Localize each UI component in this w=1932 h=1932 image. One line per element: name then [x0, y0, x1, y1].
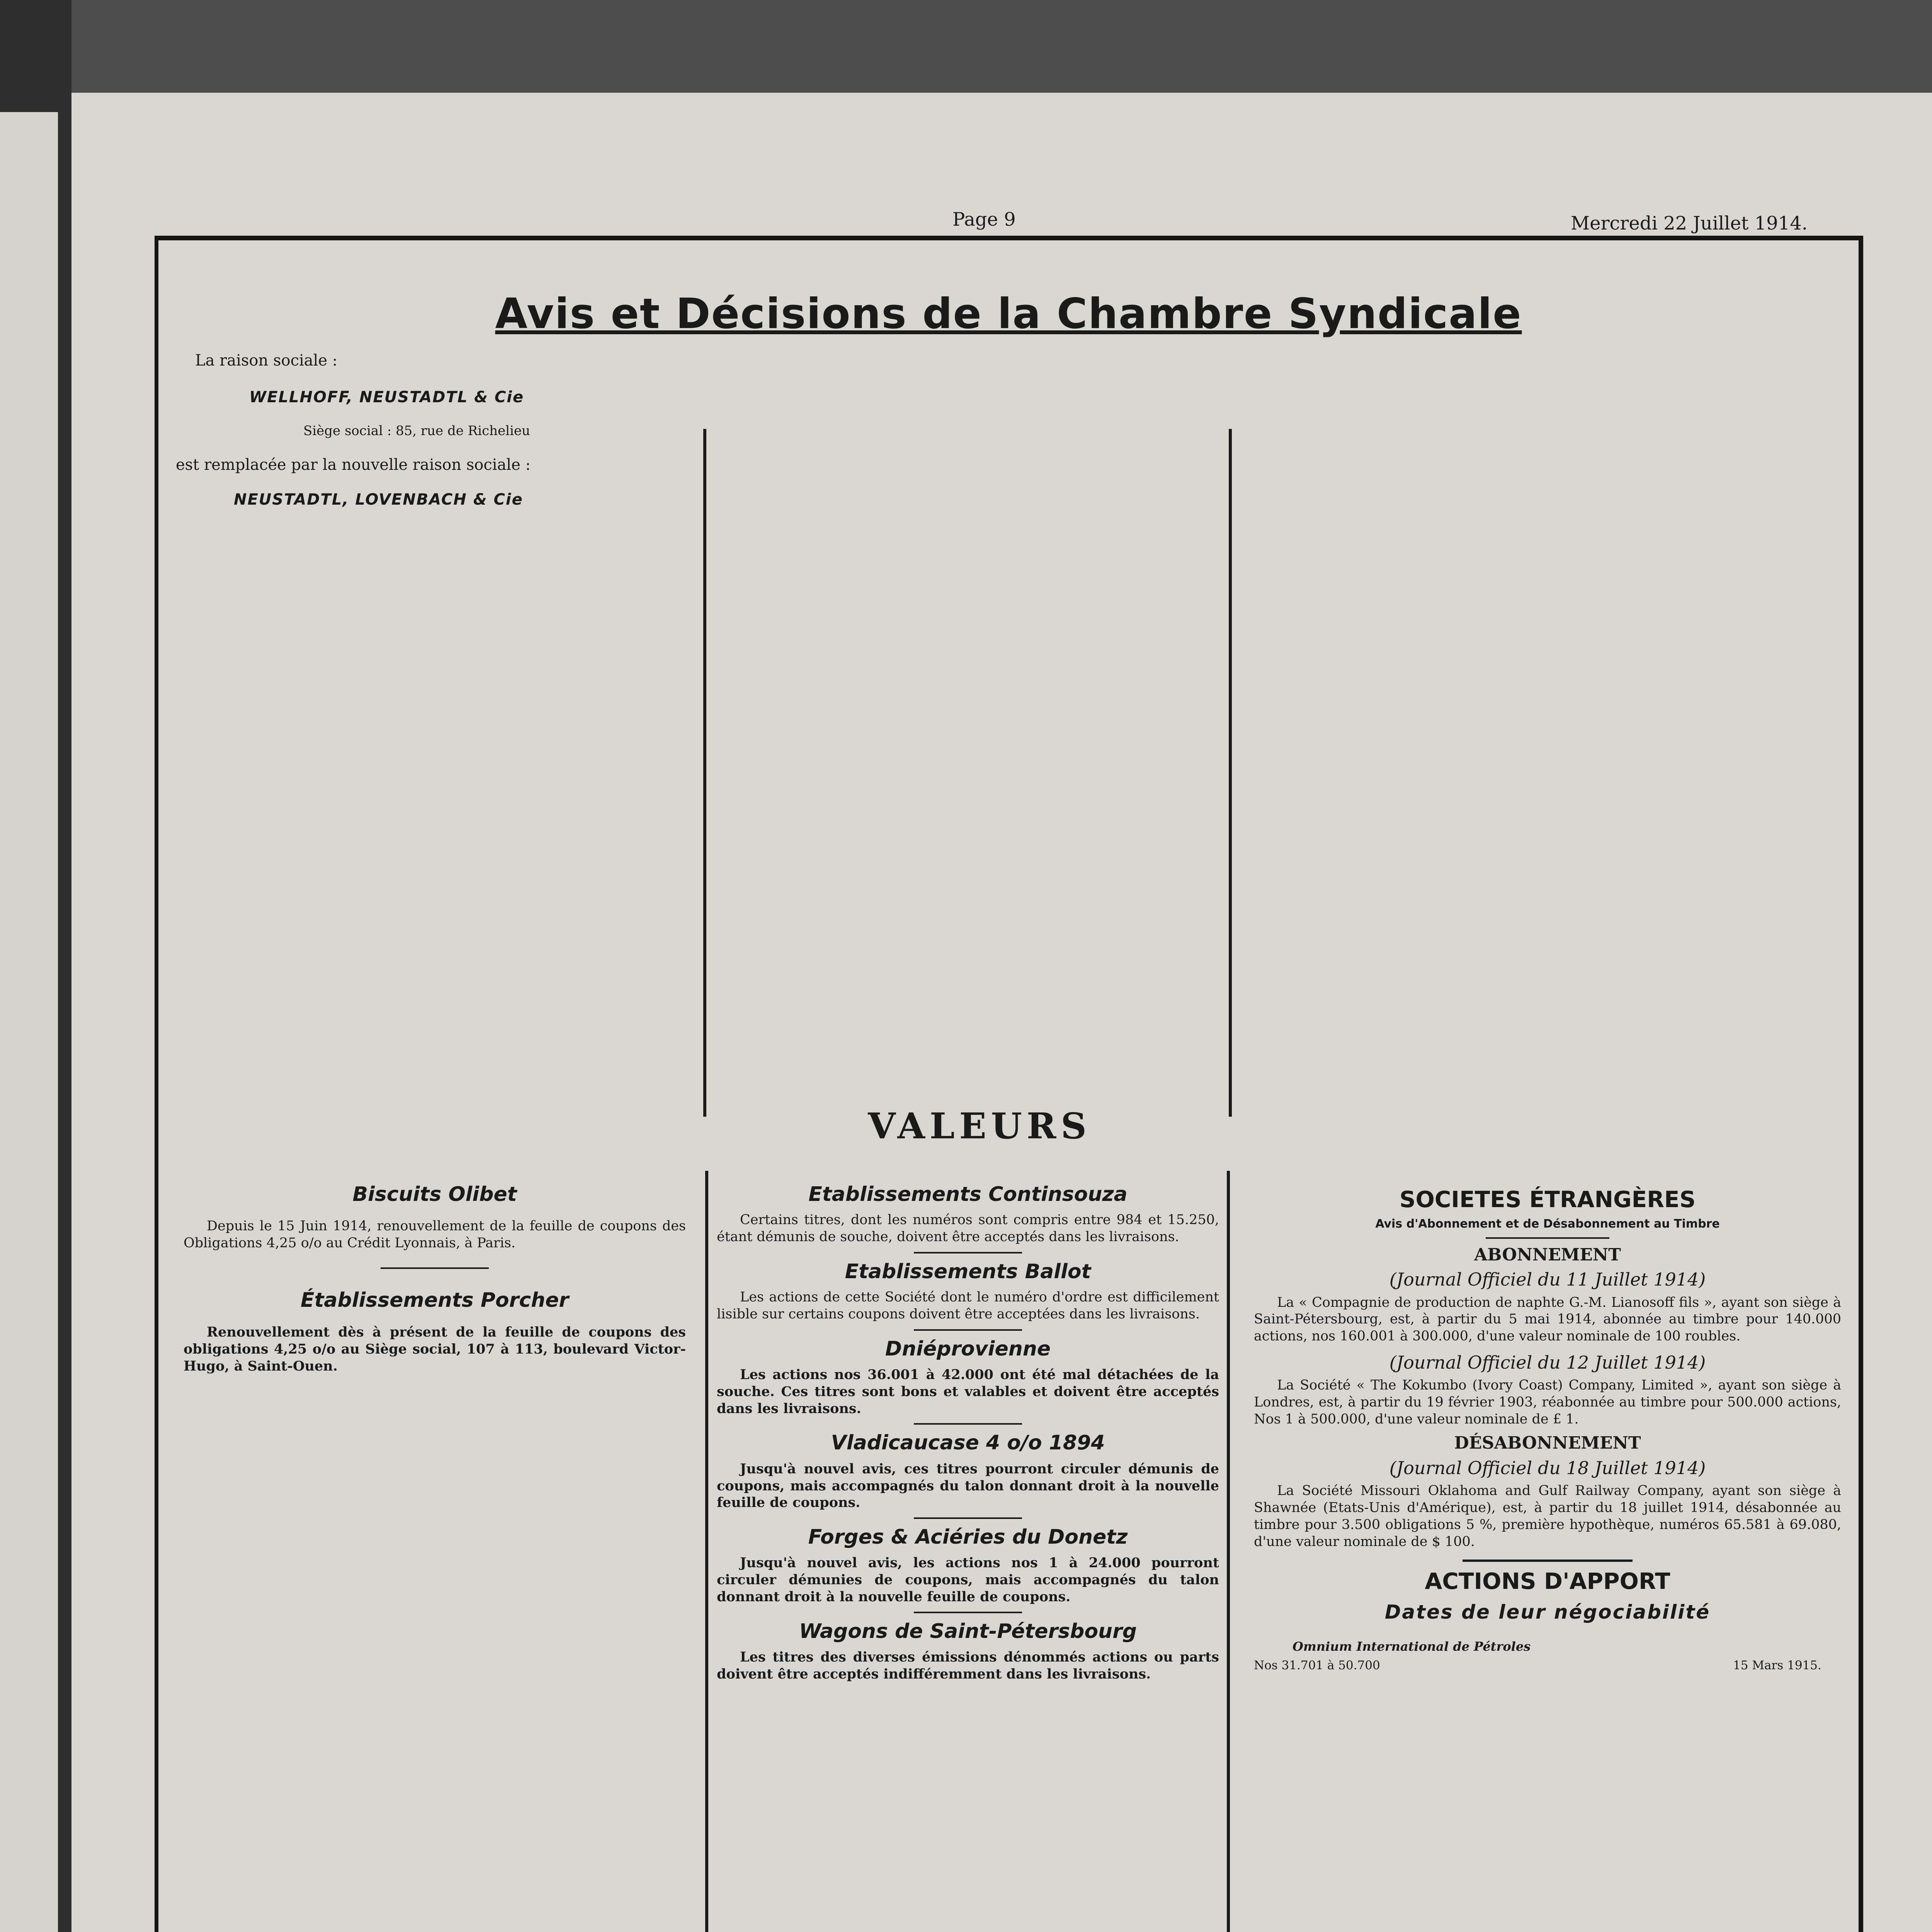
column-divider [1229, 429, 1232, 1117]
column-divider [705, 1171, 708, 1932]
issue-date: Mercredi 22 Juillet 1914. [1571, 213, 1808, 234]
notice-heading: Etablissements Continsouza [808, 1183, 1128, 1206]
column-divider [703, 429, 706, 1117]
notice-heading: Dniéprovienne [885, 1337, 1051, 1361]
left-frame-rule [155, 236, 158, 1932]
notice-text: Certains titres, dont les numéros sont compris entre 984 et 15.250, étant démunis de souche, doivent être acceptés dans les livraisons. [717, 1212, 1219, 1245]
valeurs-title: VALEURS [868, 1105, 1091, 1147]
right-frame-rule [1859, 236, 1863, 1932]
notice-text: Les actions nos 36.001 à 42.000 ont été mal détachées de la souche. Ces titres sont bons et valables et doivent être acceptés dans les livraisons. [717, 1367, 1219, 1417]
desabonnement-heading: DÉSABONNEMENT [1454, 1433, 1641, 1453]
avis-line-4: est remplacée par la nouvelle raison sociale : [176, 456, 531, 474]
notice-text: Les actions de cette Société dont le numéro d'ordre est difficilement lisible sur certains coupons doivent être acceptées dans les livraisons. [717, 1289, 1219, 1322]
page-number: Page 9 [952, 209, 1016, 230]
notice-heading: Biscuits Olibet [352, 1183, 517, 1206]
journal-ref: (Journal Officiel du 11 Juillet 1914) [1389, 1269, 1706, 1290]
apport-subheading: Dates de leur négociabilité [1384, 1600, 1711, 1623]
apport-heading: ACTIONS D'APPORT [1425, 1568, 1670, 1595]
notice-text: La Société « The Kokumbo (Ivory Coast) Company, Limited », ayant son siège à Londres, est, à partir du 19 février 1903, réabonnée au timbre pour 500.000 actions, Nos 1 à 500.000, d'une valeur nominale de £ 1. [1254, 1378, 1841, 1427]
societes-heading: SOCIETES ÉTRANGÈRES [1399, 1186, 1696, 1213]
avis-old-name: WELLHOFF, NEUSTADTL & Cie [249, 388, 524, 406]
notice-text: La Société Missouri Oklahoma and Gulf Railway Company, ayant son siège à Shawnée (Etats-Unis d'Amérique), est, à partir du 18 juillet 1914, désabonnée au timbre pour 3.500 obligations 5 %, première hypothèque, numéros 65.581 à 69.080, d'une valeur nominale de $ 100. [1254, 1483, 1841, 1549]
notice-text: Jusqu'à nouvel avis, ces titres pourront circuler démunis de coupons, mais accompagnés du talon donnant droit à la nouvelle feuille de coupons. [717, 1461, 1219, 1511]
column-divider [1227, 1171, 1230, 1932]
notice-heading: Wagons de Saint-Pétersbourg [799, 1619, 1137, 1643]
omnium-row: Nos 31.701 à 50.700 15 Mars 1915. [1254, 1658, 1821, 1673]
divider [914, 1517, 1022, 1519]
divider [914, 1423, 1022, 1425]
avis-siege: Siège social : 85, rue de Richelieu [303, 423, 530, 439]
divider [914, 1252, 1022, 1253]
divider [914, 1329, 1022, 1331]
newspaper-page [71, 93, 1932, 1932]
top-frame-rule [155, 236, 1862, 240]
avis-line-1: La raison sociale : [195, 352, 338, 369]
valeurs-left-column [184, 1182, 686, 1375]
section-title: Avis et Décisions de la Chambre Syndicale [495, 290, 1522, 338]
notice-heading: Forges & Aciéries du Donetz [808, 1526, 1128, 1549]
notice-text: Les titres des diverses émissions dénommés actions ou parts doivent être acceptés indifféremment dans les livraisons. [717, 1649, 1219, 1682]
previous-page-edge [0, 112, 58, 1932]
notice-text: Renouvellement dès à présent de la feuille de coupons des obligations 4,25 o/o au Siège social, 107 à 113, boulevard Victor-Hugo, à Saint-Ouen. [184, 1324, 686, 1374]
divider [381, 1267, 489, 1269]
notice-text: Jusqu'à nouvel avis, les actions nos 1 à 24.000 pourront circuler démunies de coupons, mais accompagnés du talon donnant droit à la nouvelle feuille de coupons. [717, 1555, 1219, 1605]
abonnement-heading: ABONNEMENT [1474, 1245, 1621, 1265]
notice-text: Depuis le 15 Juin 1914, renouvellement de la feuille de coupons des Obligations 4,25 o/o au Crédit Lyonnais, à Paris. [184, 1218, 686, 1251]
journal-ref: (Journal Officiel du 12 Juillet 1914) [1389, 1352, 1706, 1373]
divider [914, 1612, 1022, 1613]
societes-column [1254, 1186, 1841, 1673]
valeurs-middle-column [717, 1182, 1219, 1683]
journal-ref: (Journal Officiel du 18 Juillet 1914) [1389, 1458, 1706, 1479]
notice-heading: Etablissements Ballot [845, 1260, 1091, 1283]
divider [1463, 1560, 1633, 1562]
notice-heading: Vladicaucase 4 o/o 1894 [831, 1431, 1105, 1455]
avis-new-name: NEUSTADTL, LOVENBACH & Cie [234, 491, 523, 509]
divider [1486, 1237, 1609, 1239]
notice-text: La « Compagnie de production de naphte G.-M. Lianosoff fils », ayant son siège à Saint-Pétersbourg, est, à partir du 5 mai 1914, abonnée au timbre pour 140.000 actions, nos 160.001 à 300.000, d'une valeur nominale de 100 roubles. [1254, 1294, 1841, 1344]
societes-subheading: Avis d'Abonnement et de Désabonnement au Timbre [1375, 1217, 1720, 1231]
notice-heading: Établissements Porcher [300, 1288, 569, 1312]
omnium-name: Omnium International de Pétroles [1293, 1639, 1531, 1654]
